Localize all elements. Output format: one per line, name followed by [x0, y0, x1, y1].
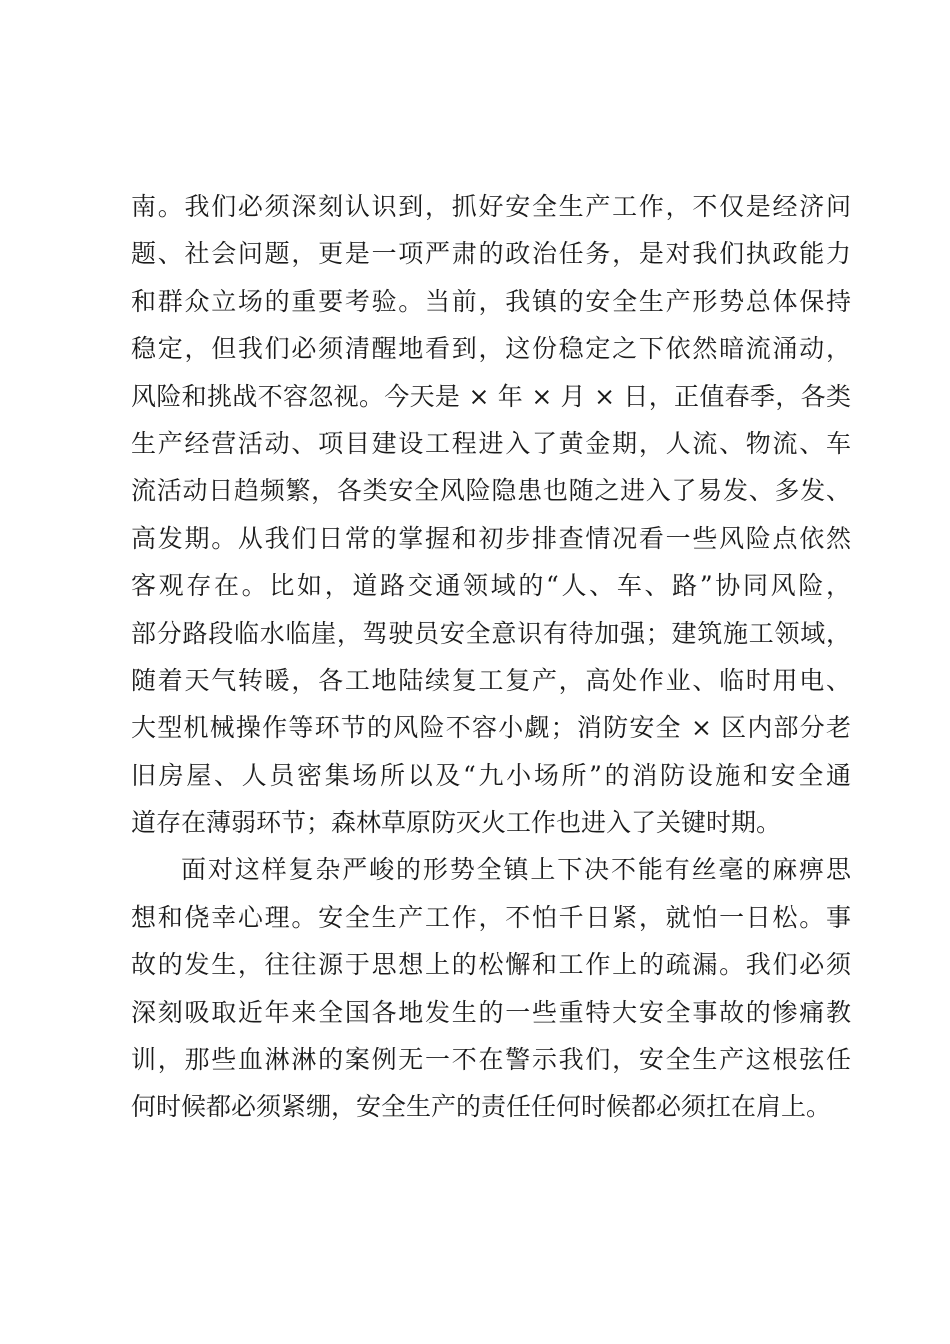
text-line: 何时候都必须紧绷，安全生产的责任任何时候都必须扛在肩上。: [131, 1092, 832, 1122]
text-line: 大型机械操作等环节的风险不容小觑；消防安全 × 区内部分老: [131, 713, 851, 743]
text-line: 高发期。从我们日常的掌握和初步排查情况看一些风险点依然: [131, 523, 851, 553]
text-line: 南。我们必须深刻认识到，抓好安全生产工作，不仅是经济问: [131, 192, 851, 221]
paragraph-2: [131, 846, 851, 1130]
text-line: 故的发生，往往源于思想上的松懈和工作上的疏漏。我们必须: [131, 950, 851, 980]
text-line: 生产经营活动、项目建设工程进入了黄金期，人流、物流、车: [131, 428, 851, 458]
text-line: 道存在薄弱环节；森林草原防灭火工作也进入了关键时期。: [131, 808, 782, 838]
text-line: 客观存在。比如，道路交通领域的“人、车、路”协同风险，: [131, 571, 851, 601]
text-line: 旧房屋、人员密集场所以及“九小场所”的消防设施和安全通: [131, 760, 851, 790]
text-line: 面对这样复杂严峻的形势全镇上下决不能有丝毫的麻痹思: [181, 855, 851, 885]
paragraph-1: [131, 183, 851, 846]
text-line: 稳定，但我们必须清醒地看到，这份稳定之下依然暗流涌动，: [131, 334, 851, 364]
text-line: 随着天气转暖，各工地陆续复工复产，高处作业、临时用电、: [131, 665, 851, 695]
text-line: 深刻吸取近年来全国各地发生的一些重特大安全事故的惨痛教: [131, 997, 851, 1027]
text-line: 和群众立场的重要考验。当前，我镇的安全生产形势总体保持: [131, 286, 851, 316]
text-line: 题、社会问题，更是一项严肃的政治任务，是对我们执政能力: [131, 239, 851, 269]
text-line: 部分路段临水临崖，驾驶员安全意识有待加强；建筑施工领域，: [131, 618, 851, 648]
text-line: 流活动日趋频繁，各类安全风险隐患也随之进入了易发、多发、: [131, 476, 851, 506]
text-line: 训，那些血淋淋的案例无一不在警示我们，安全生产这根弦任: [131, 1045, 851, 1075]
text-line: 想和侥幸心理。安全生产工作，不怕千日紧，就怕一日松。事: [131, 902, 851, 932]
body-text: [131, 183, 851, 1131]
text-line: 风险和挑战不容忽视。今天是 × 年 × 月 × 日，正值春季，各类: [131, 381, 851, 411]
